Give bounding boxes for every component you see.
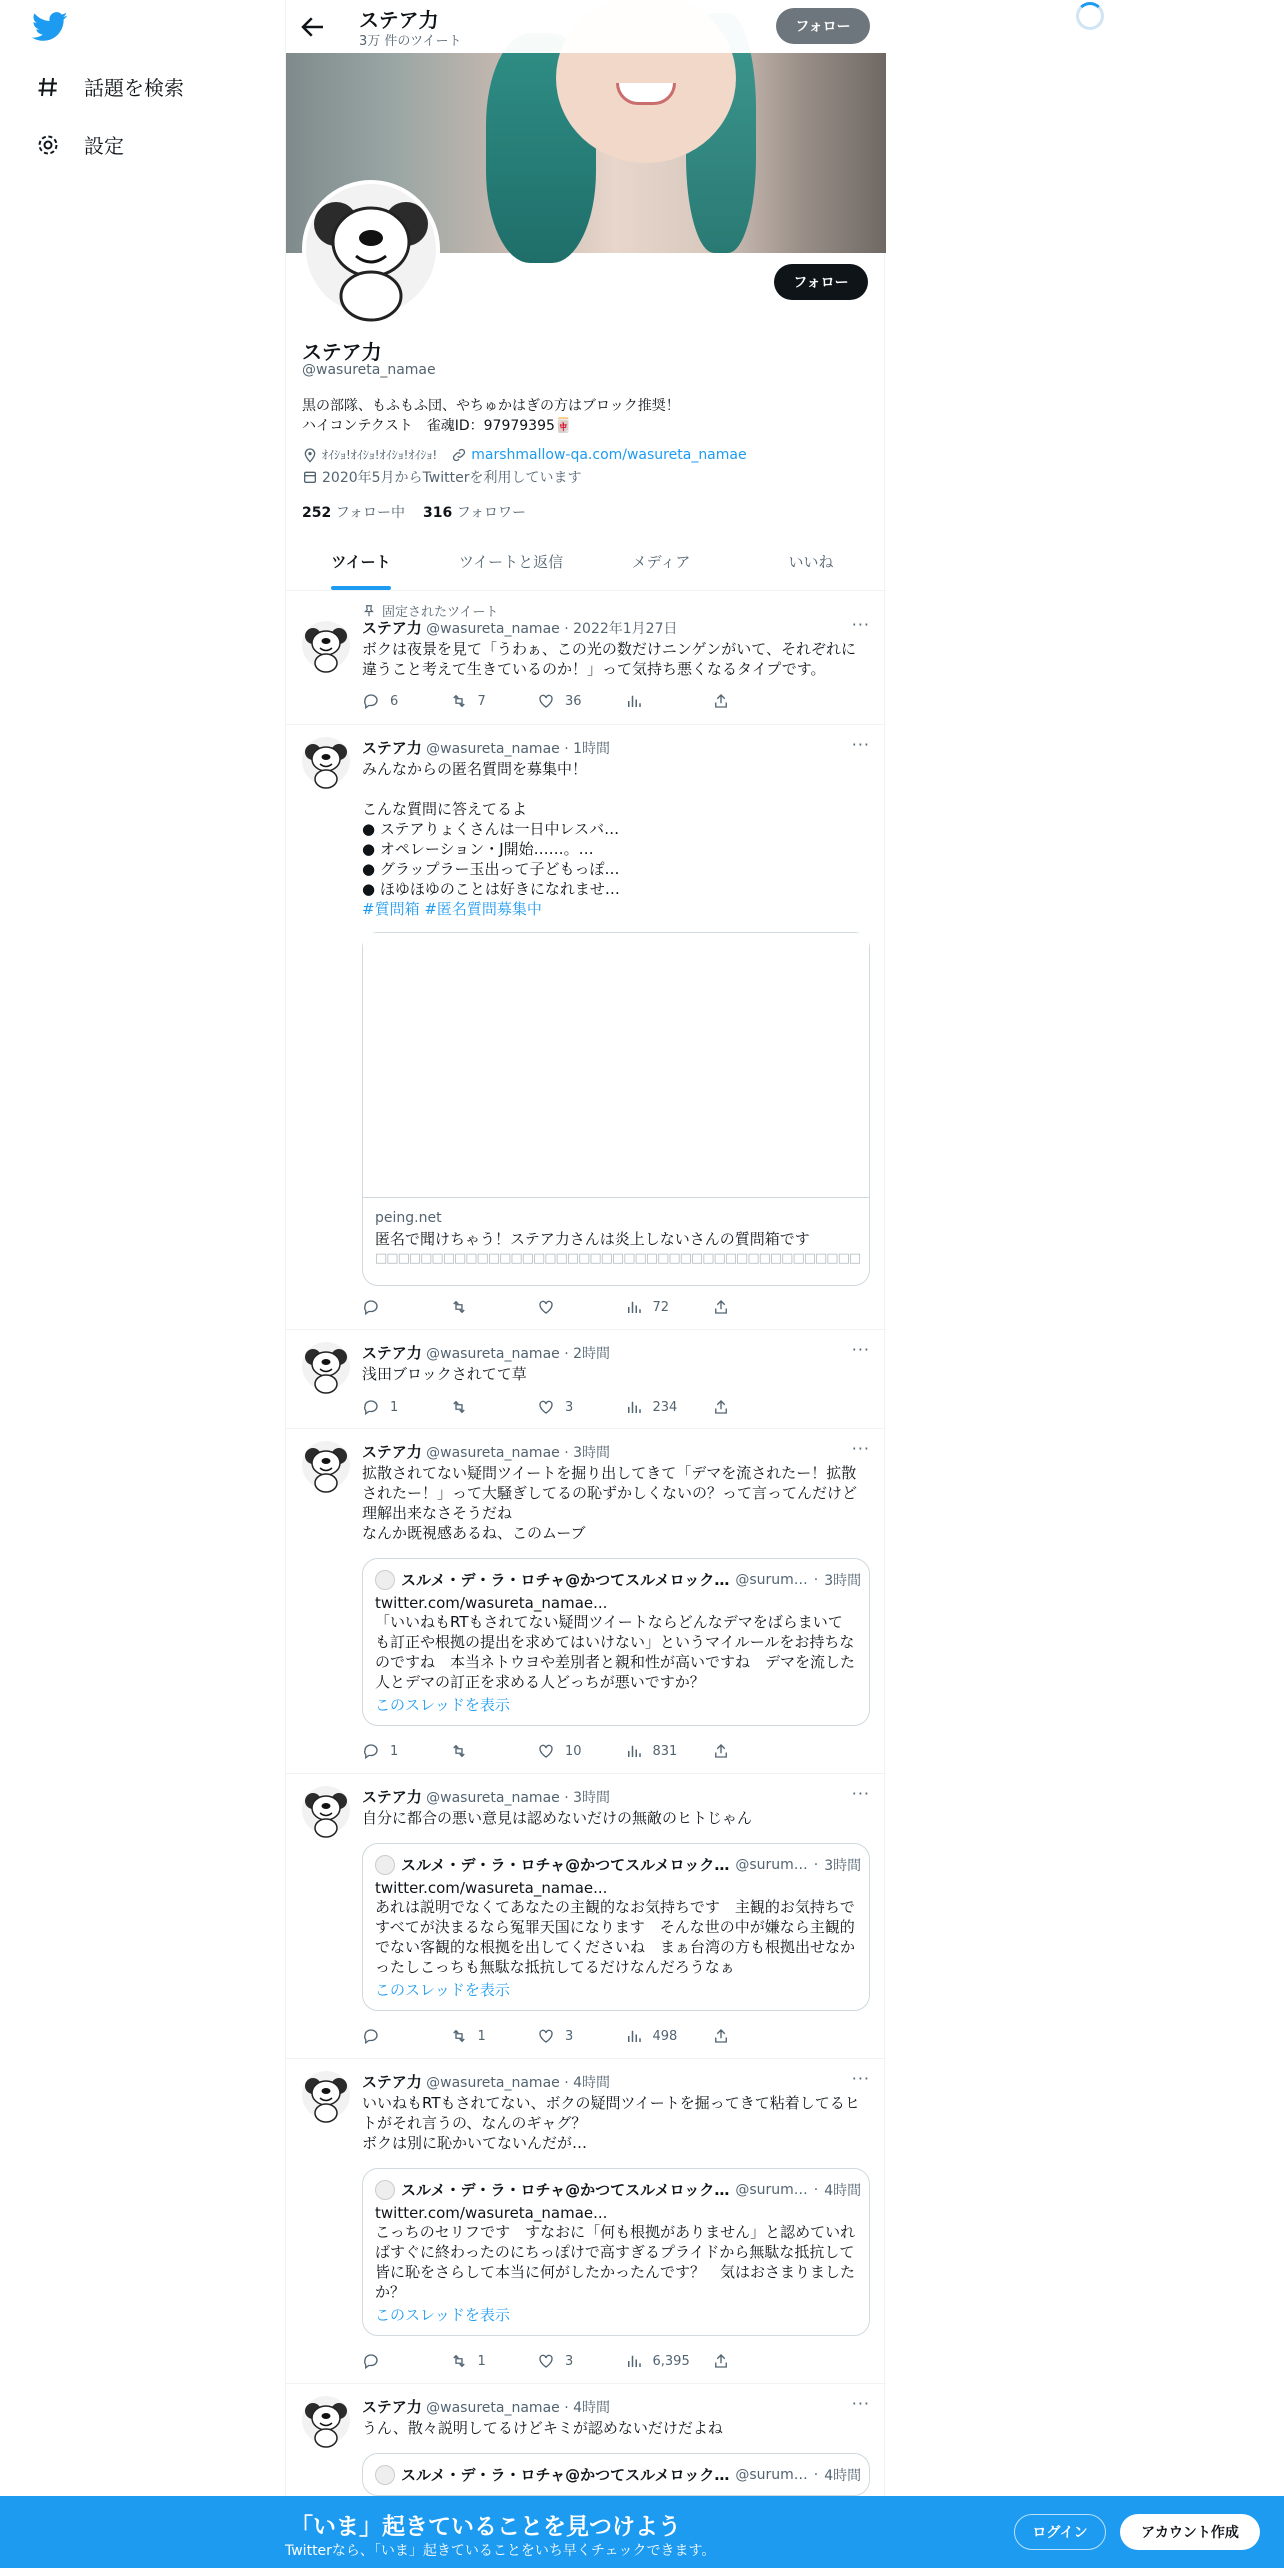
quoted-tweet[interactable] [362, 2453, 870, 2496]
loading-spinner-icon [1076, 2, 1104, 30]
share-action[interactable] [712, 2352, 792, 2370]
quoted-author-handle: @surum… [735, 1571, 808, 1588]
followers-link[interactable] [423, 502, 526, 522]
tweet-actions [362, 1398, 792, 1416]
profile-joined-row [302, 467, 581, 487]
tweet-header: ステア力 @wasureta_namae · 3時間 [362, 1788, 611, 1806]
more-icon[interactable]: ··· [851, 1340, 870, 1359]
tweet-author-name[interactable]: ステア力 [362, 2398, 422, 2416]
tab-media[interactable]: メディア [631, 553, 691, 571]
share-action[interactable] [712, 1398, 792, 1416]
tweet-author-handle[interactable]: @wasureta_namae [426, 1445, 560, 1461]
views-count: 72 [652, 1299, 670, 1315]
share-action[interactable] [712, 2027, 792, 2045]
tweet-header: ステア力 @wasureta_namae · 4時間 [362, 2073, 611, 2091]
share-icon [712, 2352, 730, 2370]
tweet-time[interactable]: 3時間 [573, 1445, 611, 1461]
following-link[interactable] [302, 502, 405, 522]
signup-banner [0, 2496, 1284, 2568]
nav-explore-label: 話題を検索 [84, 76, 184, 100]
signup-headline: 「いま」起きていることを見つけよう [290, 2514, 681, 2540]
tweet-actions [362, 692, 792, 710]
reply-count: 1 [390, 1743, 399, 1759]
avatar-mascot-icon [306, 184, 436, 314]
reply-icon [362, 1398, 380, 1416]
following-label: フォロー中 [335, 505, 405, 521]
tweet-time[interactable]: 2022年1月27日 [573, 621, 678, 637]
profile-header-bar [286, 0, 886, 53]
views-icon [625, 1298, 643, 1316]
reply-action[interactable] [362, 1398, 442, 1416]
header-tweet-count: 3万 件のツイート [359, 34, 462, 49]
tweet-avatar[interactable] [302, 2396, 350, 2444]
views-count: 234 [652, 1399, 678, 1415]
reply-count: 6 [390, 693, 399, 709]
quoted-tweet[interactable] [362, 2168, 870, 2336]
tweet-author-handle[interactable]: @wasureta_namae [426, 1790, 560, 1806]
retweet-action[interactable] [450, 1742, 530, 1760]
tweet-actions [362, 2027, 792, 2045]
tweet[interactable] [286, 1774, 886, 2059]
quoted-text: 「いいねもRTもされてない疑問ツイートならどんなデマをばらまいても訂正や根拠の提出を求めてはいけない」というマイルールをお持ちなのですね 本当ネトウヨや差別者と親和性が高いですね デマを流した人とデマの訂正を求める人どっちが悪いですか？ [375, 1613, 856, 1691]
quoted-url: twitter.com/wasureta_namae... [375, 1594, 608, 1612]
link-card-site: peing.net [375, 1210, 442, 1226]
tweet-time[interactable]: 1時間 [573, 741, 611, 757]
tweet-time[interactable]: 4時間 [573, 2075, 611, 2091]
retweet-action[interactable] [450, 2352, 530, 2370]
views-action[interactable] [625, 692, 705, 710]
views-action[interactable] [625, 1742, 705, 1760]
tweet-author-handle[interactable]: @wasureta_namae [426, 2075, 560, 2091]
tweet[interactable] [286, 725, 886, 1330]
quoted-tweet[interactable] [362, 1843, 870, 2011]
tweet-header: ステア力 @wasureta_namae · 4時間 [362, 2398, 611, 2416]
tweet-avatar[interactable] [302, 621, 350, 669]
reply-action[interactable] [362, 2352, 442, 2370]
reply-count: 1 [390, 1399, 399, 1415]
views-icon [625, 1742, 643, 1760]
quoted-author-name: スルメ・デ・ラ・ロチャ@かつてスルメロック… [401, 2466, 730, 2484]
nav-explore[interactable] [36, 72, 184, 101]
tweet-author-handle[interactable]: @wasureta_namae [426, 741, 560, 757]
like-icon [537, 1298, 555, 1316]
more-icon[interactable]: ··· [851, 1439, 870, 1458]
tweet-actions [362, 1742, 792, 1760]
profile-avatar[interactable] [302, 180, 440, 318]
reply-icon [362, 1298, 380, 1316]
tweet-text: 自分に都合の悪い意見は認めないだけの無敵のヒトじゃん [362, 1809, 753, 1827]
tweet-text: 拡散されてない疑問ツイートを掘り出してきて「デマを流されたー！拡散されたー！」って大騒ぎしてるの恥ずかしくないの？って言ってんだけど理解出来なさそうだね なんか既視感あるね、このムーブ [362, 1464, 858, 1542]
tweet-time[interactable]: 4時間 [573, 2400, 611, 2416]
tweet-avatar[interactable] [302, 1342, 350, 1390]
tweet-text: いいねもRTもされてない、ボクの疑問ツイートを掘ってきて粘着してるヒトがそれ言うの、なんのギャグ？ ボクは別に恥かいてないんだが… [362, 2094, 860, 2152]
views-action[interactable] [625, 2027, 705, 2045]
location-icon [302, 447, 318, 463]
quoted-tweet-header: スルメ・デ・ラ・ロチャ@かつてスルメロック… @surum… · 3時間 [375, 1569, 857, 1590]
tweet-actions [362, 2352, 792, 2370]
nav-settings-label: 設定 [84, 134, 124, 158]
like-count: 10 [565, 1743, 582, 1759]
quoted-avatar [375, 1855, 395, 1875]
share-action[interactable] [712, 692, 792, 710]
reply-icon [362, 692, 380, 710]
more-icon[interactable]: ··· [851, 615, 870, 634]
like-icon [537, 2352, 555, 2370]
tweet-avatar[interactable] [302, 737, 350, 785]
link-card-image [363, 933, 869, 1198]
retweet-icon [450, 692, 468, 710]
profile-tabs [286, 535, 886, 591]
hashtag-icon [36, 75, 60, 99]
more-icon[interactable]: ··· [851, 2069, 870, 2088]
gear-icon [36, 133, 60, 157]
login-button[interactable]: ログイン [1014, 2514, 1106, 2550]
reply-action[interactable] [362, 2027, 442, 2045]
like-count: 36 [565, 693, 582, 709]
link-card-description: □□□□□□□□□□□□□□□□□□□□□□□□□□□□□□□□□□□□□□□□□□□ [375, 1251, 861, 1266]
like-action[interactable] [537, 2352, 617, 2370]
reply-icon [362, 2027, 380, 2045]
views-count: 6,395 [652, 2353, 690, 2369]
nav-settings[interactable] [36, 130, 124, 159]
profile-handle: @wasureta_namae [302, 362, 436, 378]
signup-button[interactable]: アカウント作成 [1120, 2514, 1260, 2550]
tweet-avatar[interactable] [302, 1786, 350, 1834]
like-action[interactable] [537, 1398, 617, 1416]
share-icon [712, 2027, 730, 2045]
views-icon [625, 2352, 643, 2370]
tweet[interactable] [286, 1330, 886, 1429]
like-action[interactable] [537, 1298, 617, 1316]
quoted-tweet[interactable] [362, 1558, 870, 1726]
views-count: 498 [652, 2028, 678, 2044]
quoted-author-name: スルメ・デ・ラ・ロチャ@かつてスルメロック… [401, 2181, 730, 2199]
link-card[interactable] [362, 932, 870, 1286]
reply-action[interactable] [362, 1742, 442, 1760]
tweet-header: ステア力 @wasureta_namae · 1時間 [362, 739, 611, 757]
share-action[interactable] [712, 1742, 792, 1760]
views-icon [625, 1398, 643, 1416]
retweet-count: 7 [477, 693, 486, 709]
followers-count: 316 [423, 505, 453, 521]
quoted-time: 4時間 [824, 2467, 862, 2484]
profile-meta-row [302, 446, 747, 463]
more-icon[interactable]: ··· [851, 1784, 870, 1803]
profile-column [285, 0, 885, 2568]
profile-bio: 黒の部隊、もふもふ団、やちゅかはぎの方はブロック推奨！ ハイコンテクスト 雀魂ID：97979395🀄 [302, 398, 680, 434]
like-icon [537, 1398, 555, 1416]
twitter-logo-icon[interactable] [32, 12, 68, 42]
quoted-text: あれは説明でなくてあなたの主観的なお気持ちです 主観的お気持ちですべてが決まるなら冤罪天国になります そんな世の中が嫌なら主観的でない客観的な根拠を出してくださいね まぁ台湾の方も根拠出せなかったしこっちも無駄な抵抗してるだけなんだろうなぁ [375, 1898, 856, 1976]
profile-name: ステア力 [302, 340, 382, 364]
following-count: 252 [302, 505, 332, 521]
share-action[interactable] [712, 1298, 792, 1316]
show-thread-link[interactable]: このスレッドを表示 [375, 1696, 510, 1714]
like-action[interactable] [537, 2027, 617, 2045]
tweet-author-name[interactable]: ステア力 [362, 619, 422, 637]
more-icon[interactable]: ··· [851, 2394, 870, 2413]
tweet-time[interactable]: 3時間 [573, 1790, 611, 1806]
retweet-action[interactable] [450, 692, 530, 710]
like-action[interactable] [537, 692, 617, 710]
tweet[interactable] [286, 591, 886, 725]
like-count: 3 [565, 2028, 574, 2044]
retweet-count: 1 [477, 2353, 486, 2369]
retweet-icon [450, 2027, 468, 2045]
retweet-icon [450, 2352, 468, 2370]
tweet-time[interactable]: 2時間 [573, 1346, 611, 1362]
tab-likes[interactable]: いいね [788, 553, 834, 571]
retweet-icon [450, 1298, 468, 1316]
profile-link[interactable]: marshmallow-qa.com/wasureta_namae [471, 446, 747, 463]
like-count: 3 [565, 1399, 574, 1415]
header-name: ステア力 [359, 8, 439, 32]
tweet-hashtags[interactable]: #質問箱 #匿名質問募集中 [362, 900, 542, 918]
tweet-header: ステア力 @wasureta_namae · 2022年1月27日 [362, 619, 678, 637]
tweet-header: ステア力 @wasureta_namae · 2時間 [362, 1344, 611, 1362]
views-action[interactable] [625, 1398, 705, 1416]
like-icon [537, 2027, 555, 2045]
like-action[interactable] [537, 1742, 617, 1760]
views-icon [625, 2027, 643, 2045]
quoted-time: 3時間 [824, 1857, 862, 1874]
tweet-text: ボクは夜景を見て「うわぁ、この光の数だけニンゲンがいて、それぞれに違うこと考えて生きているのか！」って気持ち悪くなるタイプです。 [362, 640, 856, 678]
share-icon [712, 692, 730, 710]
quoted-avatar [375, 2180, 395, 2200]
quoted-text: こっちのセリフです すなおに「何も根拠がありません」と認めていればすぐに終わったのにちっぽけで高すぎるプライドから無駄な抵抗して皆に恥をさらして本当に何がしたかったんです？ 気はおさまりましたか？ [375, 2223, 856, 2301]
views-count: 831 [652, 1743, 678, 1759]
quoted-avatar [375, 1570, 395, 1590]
show-thread-link[interactable]: このスレッドを表示 [375, 1981, 510, 1999]
tweet-header: ステア力 @wasureta_namae · 3時間 [362, 1443, 611, 1461]
like-icon [537, 1742, 555, 1760]
views-icon [625, 692, 643, 710]
tweet-author-name[interactable]: ステア力 [362, 2073, 422, 2091]
tweet-author-handle[interactable]: @wasureta_namae [426, 621, 560, 637]
views-action[interactable] [625, 1298, 705, 1316]
tweet-author-handle[interactable]: @wasureta_namae [426, 2400, 560, 2416]
quoted-url: twitter.com/wasureta_namae... [375, 2204, 608, 2222]
tweet-avatar[interactable] [302, 2071, 350, 2119]
tweet-avatar[interactable] [302, 1441, 350, 1489]
follow-button[interactable]: フォロー [774, 264, 868, 300]
profile-joined: 2020年5月からTwitterを利用しています [322, 470, 582, 486]
show-thread-link[interactable]: このスレッドを表示 [375, 2306, 510, 2324]
quoted-author-handle: @surum… [735, 2181, 808, 2198]
tweet-author-name[interactable]: ステア力 [362, 1788, 422, 1806]
link-card-title: 匿名で聞けちゃう！ステア力さんは炎上しないさんの質問箱です [375, 1230, 810, 1248]
quoted-author-handle: @surum… [735, 2466, 808, 2483]
quoted-time: 4時間 [824, 2182, 862, 2199]
quoted-avatar [375, 2465, 395, 2485]
quoted-author-name: スルメ・デ・ラ・ロチャ@かつてスルメロック… [401, 1571, 730, 1589]
tweet-text: うん、散々説明してるけどキミが認めないだけだよね [362, 2419, 723, 2437]
reply-action[interactable] [362, 692, 442, 710]
more-icon[interactable]: ··· [851, 735, 870, 754]
quoted-url: twitter.com/wasureta_namae... [375, 1879, 608, 1897]
quoted-author-handle: @surum… [735, 1856, 808, 1873]
share-icon [712, 1398, 730, 1416]
header-follow-button[interactable]: フォロー [776, 8, 870, 44]
reply-icon [362, 1742, 380, 1760]
tweet-text [362, 759, 870, 919]
quoted-tweet-header: スルメ・デ・ラ・ロチャ@かつてスルメロック… @surum… · 4時間 [375, 2179, 857, 2200]
retweet-icon [450, 1398, 468, 1416]
tweet[interactable] [286, 2059, 886, 2384]
profile-location: ｵｲｼｮ!ｵｲｼｮ!ｵｲｼｮ!ｵｲｼｮ! [322, 448, 438, 462]
follow-counts [302, 502, 526, 522]
quoted-time: 3時間 [824, 1572, 862, 1589]
tab-tweets-replies[interactable]: ツイートと返信 [458, 553, 564, 571]
quoted-tweet-header: スルメ・デ・ラ・ロチャ@かつてスルメロック… @surum… · 3時間 [375, 1854, 857, 1875]
followers-label: フォロワー [456, 505, 526, 521]
pin-icon [362, 604, 376, 618]
retweet-icon [450, 1742, 468, 1760]
tweet-author-name[interactable]: ステア力 [362, 1344, 422, 1362]
like-icon [537, 692, 555, 710]
tweet-actions [362, 1298, 792, 1316]
reply-icon [362, 2352, 380, 2370]
share-icon [712, 1298, 730, 1316]
back-arrow-icon[interactable] [298, 12, 328, 42]
views-action[interactable] [625, 2352, 705, 2370]
tweet-author-handle[interactable]: @wasureta_namae [426, 1346, 560, 1362]
link-icon [451, 447, 467, 463]
tweet-author-name[interactable]: ステア力 [362, 739, 422, 757]
tweet-author-name[interactable]: ステア力 [362, 1443, 422, 1461]
signup-subtext: Twitterなら、「いま」起きていることをいち早くチェックできます。 [285, 2543, 716, 2559]
like-count: 3 [565, 2353, 574, 2369]
retweet-count: 1 [477, 2028, 486, 2044]
tweet-body: みんなからの匿名質問を募集中！ こんな質問に答えてるよ ● ステアりょくさんは一日中レスバ… ● オペレーション・J開始……。… ● グラップラー玉出って子どもっぽ… ● ほゆほゆのことは好きになれませ… [362, 760, 620, 898]
tweet-text: 浅田ブロックされてて草 [362, 1365, 527, 1383]
retweet-action[interactable] [450, 2027, 530, 2045]
quoted-tweet-header: スルメ・デ・ラ・ロチャ@かつてスルメロック… @surum… · 4時間 [375, 2464, 857, 2485]
share-icon [712, 1742, 730, 1760]
reply-action[interactable] [362, 1298, 442, 1316]
tweet[interactable] [286, 1429, 886, 1774]
calendar-icon [302, 469, 318, 485]
quoted-author-name: スルメ・デ・ラ・ロチャ@かつてスルメロック… [401, 1856, 730, 1874]
retweet-action[interactable] [450, 1398, 530, 1416]
retweet-action[interactable] [450, 1298, 530, 1316]
tab-tweets[interactable]: ツイート [286, 535, 436, 590]
pinned-label: 固定されたツイート [382, 605, 499, 620]
